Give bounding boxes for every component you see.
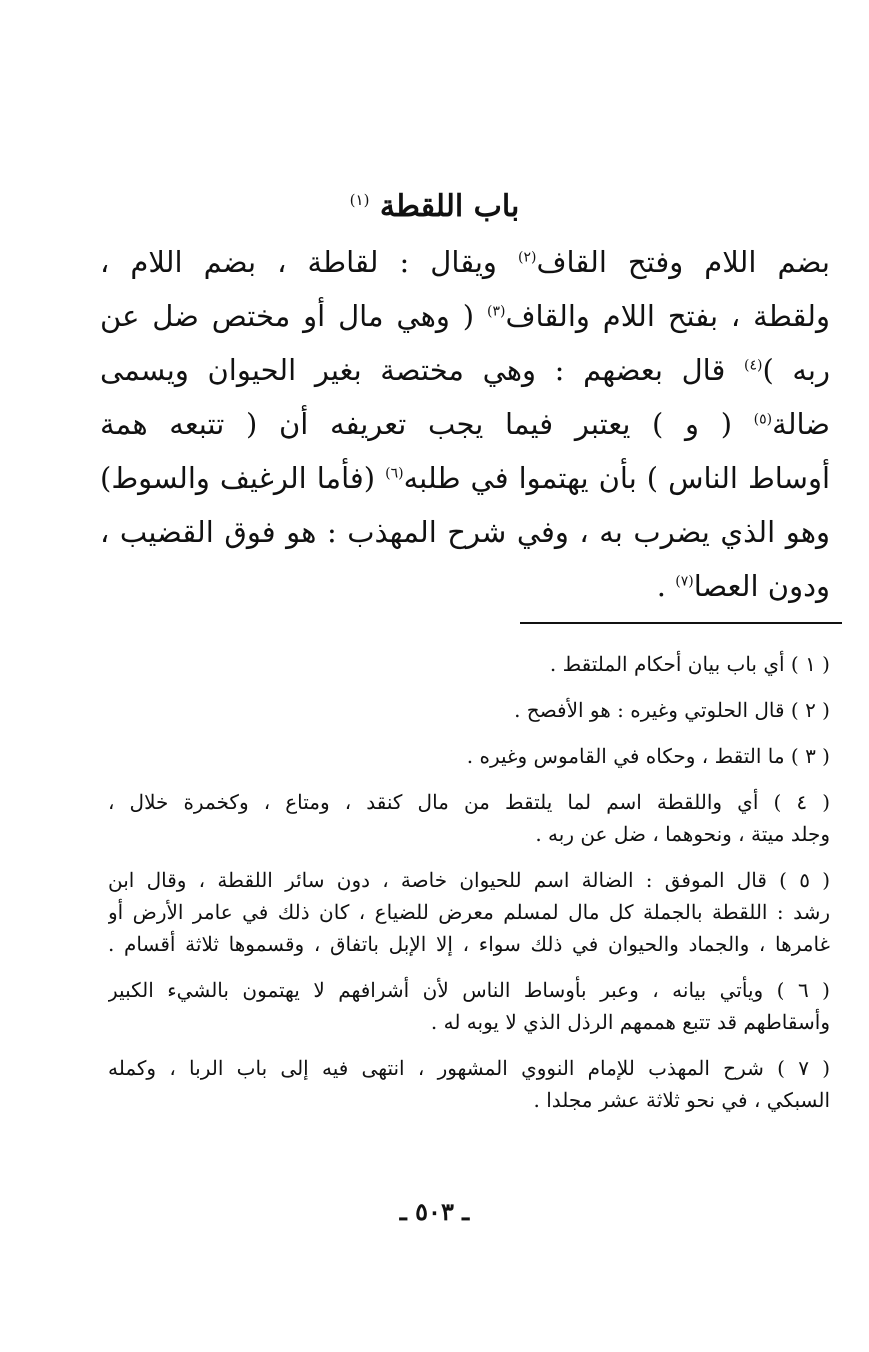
footnote-ref: (٥): [753, 411, 773, 428]
text-line: [100, 289, 830, 343]
footnote-line: وجلد ميتة ، ونحوهما ، ضل عن ربه .: [535, 822, 830, 846]
footnote-line: ( ٤ ) أي واللقطة اسم لما يلتقط من مال كنقد ، ومتاع ، وكخمرة خلال ،: [108, 790, 830, 814]
chapter-title: [0, 178, 869, 229]
footnote-6: [108, 974, 830, 1038]
text-segment: .: [656, 569, 676, 603]
footnote-line: رشد : اللقطة بالجملة كل مال لمسلم معرض للضياع ، كان ذلك في عامر الأرض أو: [108, 900, 830, 924]
footnote-line: ( ٥ ) قال الموفق : الضالة اسم للحيوان خاصة ، دون سائر اللقطة ، وقال ابن: [108, 868, 830, 892]
footnote-ref: (٢): [517, 249, 537, 266]
text-segment: بضم اللام وفتح القاف: [536, 245, 830, 279]
footnote-ref: (٤): [743, 357, 763, 374]
footnote-line: ( ٦ ) ويأتي بيانه ، وعبر بأوساط الناس لأن أشرافهم لا يهتمون بالشيء الكبير: [108, 978, 830, 1002]
text-line: [100, 451, 830, 505]
footnote-ref: (٦): [385, 465, 404, 482]
footnote-ref: (٣): [486, 303, 506, 320]
text-segment: ويقال : لقاطة ، بضم اللام ،: [100, 245, 518, 279]
footnote-line: وأسقاطهم قد تتبع هممهم الرذل الذي لا يوبه له .: [430, 1010, 830, 1034]
page-number: ـ ٥٠٣ ـ: [399, 1197, 470, 1226]
text-segment: ضالة: [772, 407, 830, 441]
footnote-4: [108, 786, 830, 850]
text-segment: ربه ): [762, 353, 830, 387]
text-segment: ( و ) يعتبر فيما يجب تعريفه أن ( تتبعه همة: [100, 407, 754, 441]
text-line: [100, 235, 830, 289]
text-segment: ودون العصا: [693, 569, 830, 603]
text-segment: أوساط الناس ) بأن يهتموا في طلبه: [403, 461, 830, 495]
text-line: [100, 343, 830, 397]
footnote-line: ( ٣ ) ما التقط ، وحكاه في القاموس وغيره .: [466, 744, 830, 768]
footnote-line: ( ٧ ) شرح المهذب للإمام النووي المشهور ، انتهى فيه إلى باب الربا ، وكمله: [108, 1056, 830, 1080]
footnote-ref: (٧): [675, 573, 694, 590]
text-segment: قال بعضهم : وهي مختصة بغير الحيوان ويسمى: [100, 353, 744, 387]
footnote-line: ( ١ ) أي باب بيان أحكام الملتقط .: [549, 652, 830, 676]
footnote-separator: [520, 622, 842, 624]
chapter-title-text: باب اللقطة: [379, 189, 520, 224]
footnote-line: ( ٢ ) قال الحلوتي وغيره : هو الأفصح .: [514, 698, 830, 722]
text-segment: (فأما الرغيف والسوط): [100, 461, 386, 495]
footnote-1: [108, 648, 830, 680]
footnote-5: [108, 864, 830, 960]
text-line: [100, 397, 830, 451]
footnote-3: [108, 740, 830, 772]
main-text: [100, 235, 830, 613]
footnote-ref: (١): [349, 191, 370, 209]
footnote-7: [108, 1052, 830, 1116]
footnotes: [108, 648, 830, 1130]
text-segment: وهو الذي يضرب به ، وفي شرح المهذب : هو فوق القضيب ،: [100, 515, 830, 549]
footnote-2: [108, 694, 830, 726]
text-segment: ( وهي مال أو مختص ضل عن: [100, 299, 487, 333]
text-line: [100, 559, 830, 613]
text-line: [100, 505, 830, 559]
footnote-line: السبكي ، في نحو ثلاثة عشر مجلدا .: [533, 1088, 830, 1112]
text-segment: ولقطة ، بفتح اللام والقاف: [505, 299, 830, 333]
footnote-line: غامرها ، والجماد والحيوان في ذلك سواء ، إلا الإبل باتفاق ، وقسموها ثلاثة أقسام .: [108, 932, 830, 956]
